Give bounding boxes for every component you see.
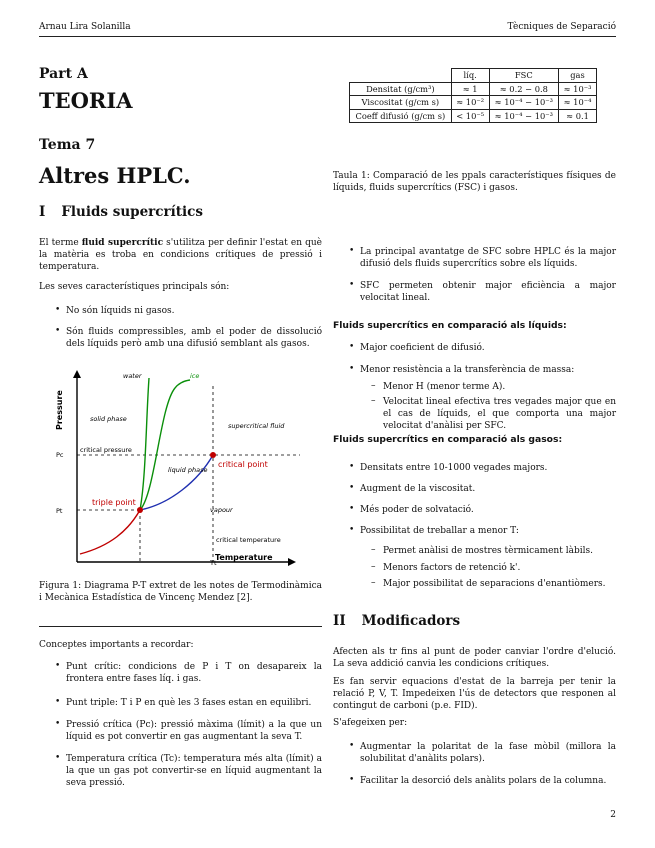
table-row	[350, 82, 597, 96]
table-row	[350, 96, 597, 110]
bullet-dot: •	[55, 753, 61, 763]
x-axis-arrow	[288, 558, 296, 566]
table-cell: ≈ 10⁻³	[559, 82, 597, 96]
pc-label: Pc	[56, 451, 64, 459]
section-2-paragraph-2: Es fan servir equacions d'estat de la barreja per tenir la relació P, V, T. Impedeixen l'ús de detectors que responen al contingut de carboni (p.e. FID).	[333, 677, 616, 712]
list-item: La principal avantatge de SFC sobre HPLC és la major difusió dels fluids supercrítics sobre els líquids.	[360, 247, 616, 270]
temperature-axis-label: Temperature	[215, 553, 273, 562]
list-item: SFC permeten obtenir major eficiència a major velocitat lineal.	[360, 281, 616, 304]
dash-marker: –	[371, 562, 376, 572]
list-item: Major coeficient de difusió.	[360, 343, 485, 353]
list-item: Augment de la viscositat.	[360, 484, 476, 494]
bullet-dot: •	[349, 246, 355, 256]
comparison-table	[349, 68, 597, 123]
pt-label: Pt	[56, 507, 63, 515]
table-cell: ≈ 0.1	[559, 109, 597, 123]
table-header: FSC	[489, 69, 558, 83]
bullet-dot: •	[349, 342, 355, 352]
bullet-dot: •	[349, 462, 355, 472]
bullet-dot: •	[349, 775, 355, 785]
list-item: Són fluids compressibles, amb el poder de dissolució dels líquids però amb una difusió semblant als gasos.	[66, 327, 322, 350]
liquid-phase-label: liquid phase	[168, 466, 208, 474]
section-1-intro: El terme fluid supercrític s'utilitza per definir l'estat en què la matèria es troba en condicions crítiques de pressió i temperatura.	[39, 238, 323, 273]
section-2-title: Modificadors	[361, 613, 461, 629]
part-label: Part A	[39, 66, 88, 82]
table-cell: ≈ 10⁻⁴ − 10⁻³	[489, 96, 558, 110]
water-label: water	[123, 372, 142, 380]
figure-caption: Figura 1: Diagrama P-T extret de les notes de Termodinàmica i Mecànica Estadística de Vincenç Mendez [2].	[39, 581, 322, 604]
list-item: Menor resistència a la transferència de massa:	[360, 365, 575, 375]
triple-point-label: triple point	[92, 498, 136, 507]
bullet-dot: •	[349, 504, 355, 514]
bullet-dot: •	[55, 719, 61, 729]
table-cell: < 10⁻⁵	[451, 109, 489, 123]
section-2-number: II	[333, 613, 346, 629]
table-caption: Taula 1: Comparació de les ppals característiques físiques de líquids, fluids supercrítics (FSC) i gasos.	[333, 171, 616, 194]
table-cell: ≈ 0.2 − 0.8	[489, 82, 558, 96]
bullet-dot: •	[349, 741, 355, 751]
melting-curve-water	[140, 378, 149, 510]
bullet-dot: •	[55, 305, 61, 315]
list-item: Augmentar la polaritat de la fase mòbil (millora la solubilitat d'anàlits polars).	[360, 742, 616, 765]
topic-label: Tema 7	[39, 137, 96, 153]
dash-marker: –	[371, 578, 376, 588]
part-title: TEORIA	[39, 88, 133, 113]
list-item: Punt crític: condicions de P i T on desapareix la frontera entre fases líq. i gas.	[66, 662, 322, 685]
dash-marker: –	[371, 381, 376, 391]
concepts-title: Conceptes importants a recordar:	[39, 640, 194, 650]
sub-list-item: Permet anàlisi de mostres tèrmicament làbils.	[383, 546, 593, 556]
list-item: Facilitar la desorció dels anàlits polars de la columna.	[360, 776, 607, 786]
list-item: No són líquids ni gasos.	[66, 306, 175, 316]
bullet-dot: •	[349, 525, 355, 535]
ice-label: ice	[190, 372, 200, 380]
sub-list-item: Velocitat lineal efectiva tres vegades major que en el cas de líquids, el que comporta una major velocitat d'anàlisi per SFC.	[383, 397, 616, 432]
table-cell: ≈ 10⁻⁴ − 10⁻³	[489, 109, 558, 123]
dash-marker: –	[371, 396, 376, 406]
list-item: Densitats entre 10-1000 vegades majors.	[360, 463, 548, 473]
bullet-dot: •	[349, 364, 355, 374]
table-cell: Densitat (g/cm³)	[350, 82, 452, 96]
sublimation-curve	[80, 510, 140, 554]
table-header-row	[350, 69, 597, 83]
sub-list-item: Menors factors de retenció k'.	[383, 563, 521, 573]
vapour-label: vapour	[210, 506, 233, 514]
critical-point-marker	[210, 452, 216, 458]
table-cell: Viscositat (g/cm s)	[350, 96, 452, 110]
section-1-heading	[39, 204, 203, 220]
topic-title: Altres HPLC.	[39, 163, 191, 188]
critical-pressure-label: critical pressure	[80, 446, 132, 454]
pt-phase-diagram	[50, 366, 310, 576]
table-header: líq.	[451, 69, 489, 83]
running-header-author: Arnau Lira Solanilla	[39, 22, 131, 32]
section-1-title: Fluids supercrítics	[61, 204, 203, 220]
running-header-course: Tècniques de Separació	[507, 22, 616, 32]
characteristics-lead: Les seves característiques principals són:	[39, 282, 230, 292]
section-2-heading	[333, 613, 460, 629]
sub-list-item: Major possibilitat de separacions d'enantiòmers.	[383, 579, 606, 589]
vs-gases-title: Fluids supercrítics en comparació als gasos:	[333, 434, 563, 445]
table-cell: Coeff difusió (g/cm s)	[350, 109, 452, 123]
dash-marker: –	[371, 545, 376, 555]
solid-phase-label: solid phase	[90, 415, 127, 423]
section-2-paragraph-3: S'afegeixen per:	[333, 718, 408, 728]
bullet-dot: •	[349, 483, 355, 493]
critical-temperature-label: critical temperature	[216, 536, 281, 544]
supercritical-label: supercritical fluid	[228, 422, 285, 430]
page-number: 2	[610, 810, 616, 820]
section-2-paragraph-1: Afecten als tr fins al punt de poder canviar l'ordre d'elució. La seva addició canvia les condicions crítiques.	[333, 647, 616, 670]
concepts-rule	[39, 626, 322, 627]
y-axis-arrow	[73, 370, 81, 378]
vs-liquids-title: Fluids supercrítics en comparació als líquids:	[333, 320, 567, 331]
triple-point-marker	[137, 507, 143, 513]
tt-label: Tt	[210, 559, 217, 567]
table-header: gas	[559, 69, 597, 83]
bullet-dot: •	[349, 280, 355, 290]
section-1-number: I	[39, 204, 46, 220]
term-bold: fluid supercrític	[81, 238, 164, 248]
header-rule	[39, 36, 616, 37]
list-item: Temperatura crítica (Tc): temperatura més alta (límit) a la que un gas pot convertir-se en líquid augmentant la seva pressió.	[66, 754, 322, 789]
bullet-dot: •	[55, 326, 61, 336]
list-item: Punt triple: T i P en què les 3 fases estan en equilibri.	[66, 698, 312, 708]
critical-point-label: critical point	[218, 460, 268, 469]
list-item: Més poder de solvatació.	[360, 505, 474, 515]
list-item: Possibilitat de treballar a menor T:	[360, 526, 519, 536]
table-cell: ≈ 1	[451, 82, 489, 96]
sub-list-item: Menor H (menor terme A).	[383, 382, 506, 392]
table-cell: ≈ 10⁻⁴	[559, 96, 597, 110]
pressure-axis-label: Pressure	[55, 390, 64, 430]
list-item: Pressió crítica (Pc): pressió màxima (límit) a la que un líquid es pot convertir en gas augmentant la seva T.	[66, 720, 322, 743]
table-row	[350, 109, 597, 123]
table-cell: ≈ 10⁻²	[451, 96, 489, 110]
bullet-dot: •	[55, 697, 61, 707]
bullet-dot: •	[55, 661, 61, 671]
